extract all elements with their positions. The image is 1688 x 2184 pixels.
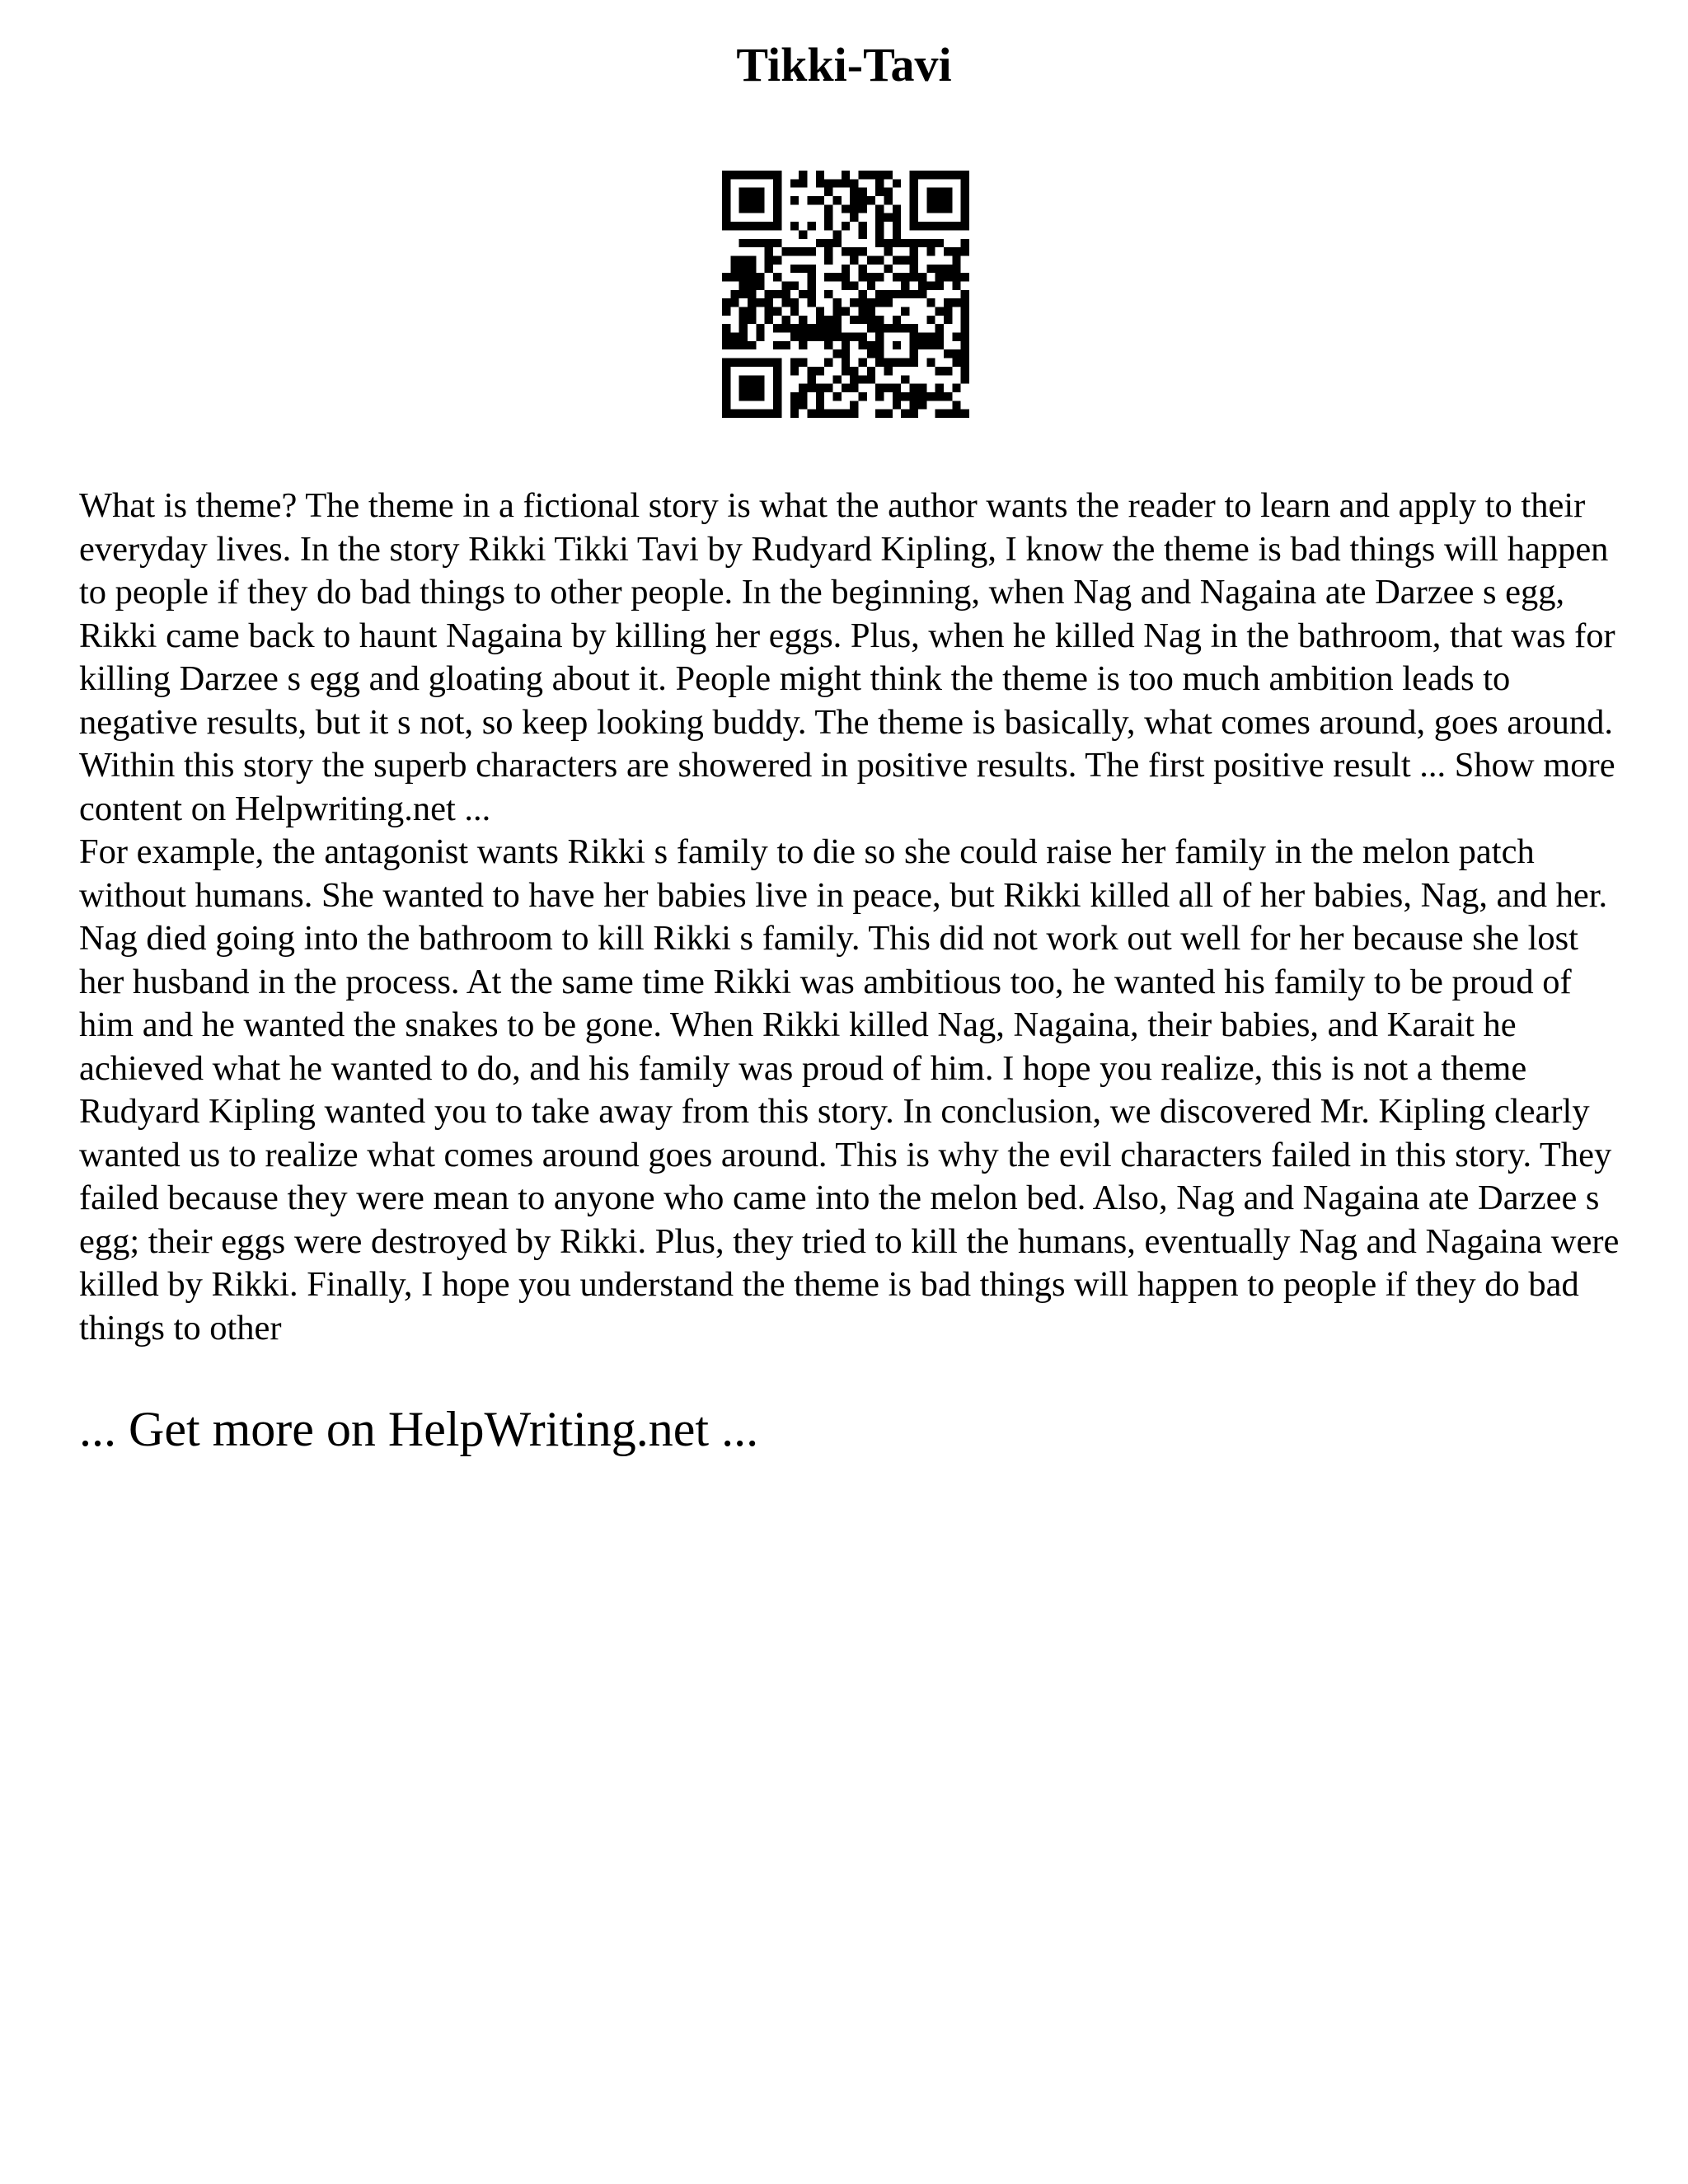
get-more-link[interactable]: ... Get more on HelpWriting.net ... xyxy=(79,1402,759,1456)
page-title: Tikki-Tavi xyxy=(736,38,952,91)
article-body xyxy=(79,485,1629,1350)
paragraph-2: For example, the antagonist wants Rikki s family to die so she could raise her family in the melon patch without humans. She wanted to have her babies live in peace, but Rikki killed all of her babies, Nag, and her. Nag died going into the bathroom to kill Rikki s family. This did not work out well for her because she lost her husband in the process. At the same time Rikki was ambitious too, he wanted his family to be proud of him and he wanted the snakes to be gone. When Rikki killed Nag, Nagaina, their babies, and Karait he achieved what he wanted to do, and his family was proud of him. I hope you realize, this is not a theme Rudyard Kipling wanted you to take away from this story. In conclusion, we discovered Mr. Kipling clearly wanted us to realize what comes around goes around. This is why the evil characters failed in this story. They failed because they were mean to anyone who came into the melon bed. Also, Nag and Nagaina ate Darzee s egg; their eggs were destroyed by Rikki. Plus, they tried to kill the humans, eventually Nag and Nagaina were killed by Rikki. Finally, I hope you understand the theme is bad things will happen to people if they do bad things to other xyxy=(79,832,1620,1347)
qr-code-graphic xyxy=(722,171,969,418)
qr-code-icon[interactable] xyxy=(722,171,969,418)
paragraph-1: What is theme? The theme in a fictional story is what the author wants the reader to learn and apply to their everyday lives. In the story Rikki Tikki Tavi by Rudyard Kipling, I know the theme is bad things will happen to people if they do bad things to other people. In the beginning, when Nag and Nagaina ate Darzee s egg, Rikki came back to haunt Nagaina by killing her eggs. Plus, when he killed Nag in the bathroom, that was for killing Darzee s egg and gloating about it. People might think the theme is too much ambition leads to negative results, but it s not, so keep looking buddy. The theme is basically, what comes around, goes around. Within this story the superb characters are showered in positive results. The first positive result ... Show more content on Helpwriting.net ... xyxy=(79,486,1615,828)
